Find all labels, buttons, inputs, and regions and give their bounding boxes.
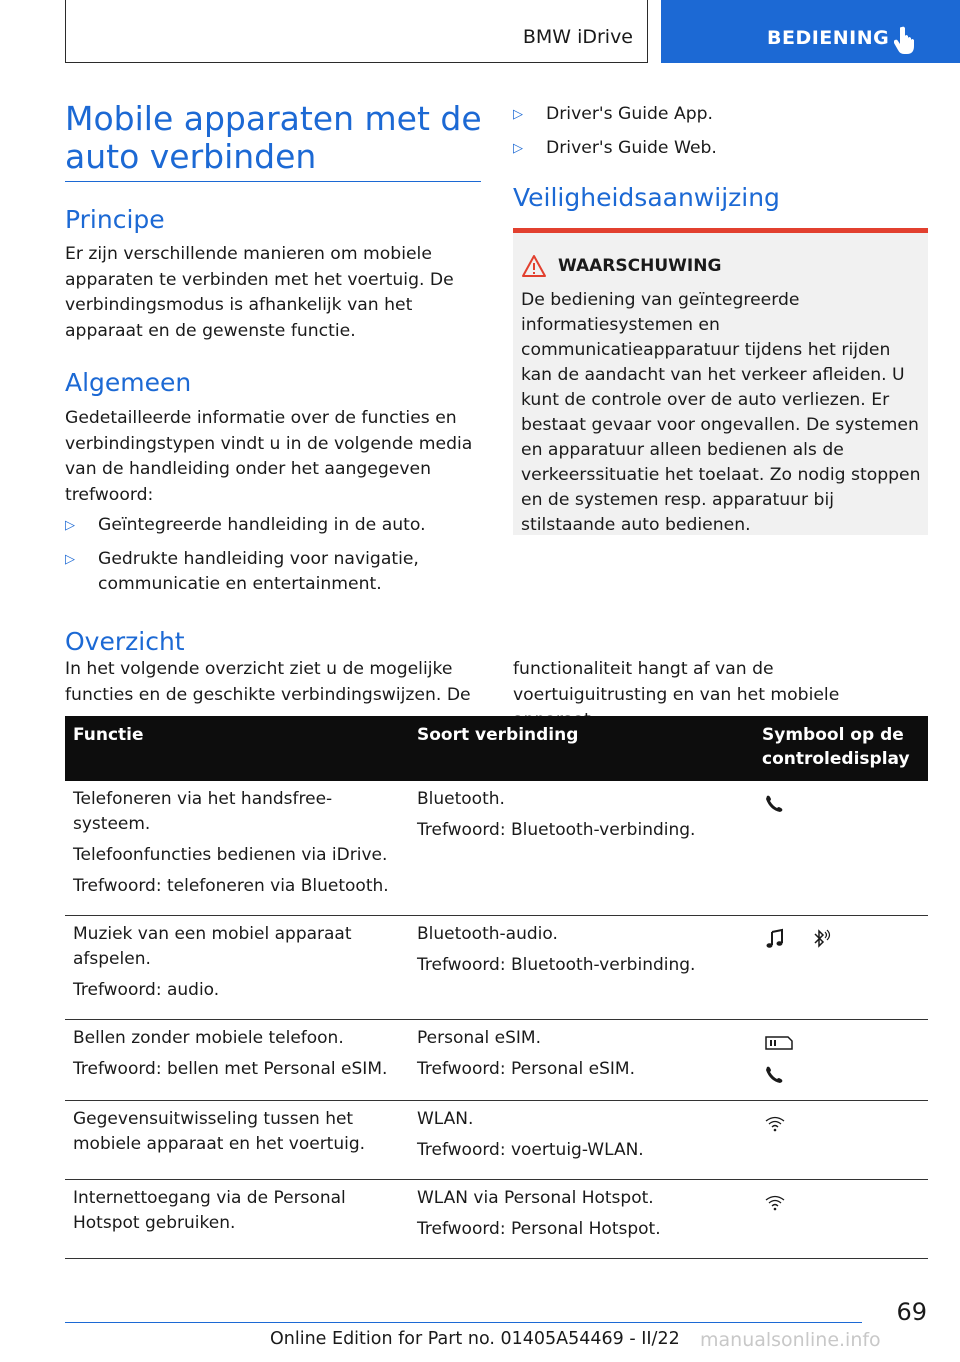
list-item: ▷ Geïntegreerde handleiding in de auto. [65, 513, 479, 539]
phone-icon [764, 793, 786, 815]
music-note-icon [764, 928, 786, 950]
triangle-bullet-icon: ▷ [513, 140, 523, 156]
veiligheid-heading: Veiligheidsaanwijzing [513, 183, 780, 212]
table-header-row [65, 716, 928, 781]
verbinding-cell: Bluetooth. Trefwoord: Bluetooth-verbinding. [409, 781, 754, 916]
algemeen-text: Gedetailleerde informatie over de functies en verbindingstypen vindt u in de volgende media van de handleiding onder het aangegeven trefwoord: [65, 408, 473, 505]
table-row [65, 1101, 928, 1180]
guide-list [513, 102, 927, 169]
footer-divider [65, 1322, 862, 1323]
list-item: ▷ Driver's Guide App. [513, 102, 927, 128]
warning-bar [513, 228, 928, 233]
header-chapter-tab [661, 0, 960, 63]
functie-cell: Telefoneren via het handsfree-systeem. Telefoonfuncties bedienen via iDrive. Trefwoord: telefoneren via Bluetooth. [65, 781, 409, 916]
symbol-cell [754, 781, 928, 916]
functie-cell: Gegevensuitwisseling tussen het mobiele apparaat en het voertuig. [65, 1101, 409, 1180]
phone-icon [764, 1064, 786, 1086]
edition-text: Online Edition for Part no. 01405A54469 - II/22 [270, 1329, 680, 1349]
warning-title: WAARSCHUWING [558, 256, 722, 276]
algemeen-heading: Algemeen [65, 368, 192, 397]
table-row [65, 781, 928, 916]
warning-text: De bediening van geïntegreerde informatiesystemen en communicatieapparatuur tijdens het rijden kan de aandacht van het verkeer afleiden. U kunt de controle over de auto verliezen. Er bestaat gevaar voor ongevallen. De systemen en apparatuur alleen bedienen als de verkeerssituatie het toelaat. Zo nodig stoppen en de systemen resp. apparatuur bij stilstaande auto bedienen. [521, 290, 921, 535]
verbinding-cell: Bluetooth-audio. Trefwoord: Bluetooth-verbinding. [409, 916, 754, 1020]
triangle-bullet-icon: ▷ [65, 518, 75, 533]
media-list [65, 513, 479, 606]
header-chapter-label: BEDIENING [767, 27, 890, 49]
list-item: ▷ Driver's Guide Web. [513, 136, 927, 162]
warning-triangle-icon [521, 254, 547, 278]
symbol-cell [754, 1180, 928, 1259]
esim-icon [764, 1032, 794, 1054]
page-title: Mobile apparaten met de auto verbinden [65, 99, 482, 176]
header-section-label: BMW iDrive [522, 26, 633, 48]
wifi-icon [764, 1113, 786, 1135]
column-header: Symbool op de controledisplay [754, 716, 928, 781]
symbol-cell [754, 1020, 928, 1101]
list-item: ▷ Gedrukte handleiding voor navigatie, communicatie en entertainment. [65, 548, 419, 594]
overzicht-intro-left: In het volgende overzicht ziet u de mogelijke functies en de geschikte verbindingswijzen. De [65, 659, 471, 705]
warning-box [513, 228, 928, 535]
page-number: 69 [896, 1298, 927, 1326]
principe-text: Er zijn verschillende manieren om mobiele apparaten te verbinden met het voertuig. De verbindingsmodus is afhankelijk van het apparaat en de gewenste functie. [65, 244, 454, 341]
header-section-box [65, 0, 648, 63]
overzicht-heading: Overzicht [65, 627, 185, 656]
overview-table [65, 716, 928, 1259]
column-header: Soort verbinding [409, 716, 754, 781]
verbinding-cell: Personal eSIM. Trefwoord: Personal eSIM. [409, 1020, 754, 1101]
functie-cell: Bellen zonder mobiele telefoon. Trefwoord: bellen met Personal eSIM. [65, 1020, 409, 1101]
symbol-cell [754, 916, 928, 1020]
table-row [65, 1180, 928, 1259]
bluetooth-audio-icon [809, 928, 831, 950]
table-row [65, 1020, 928, 1101]
symbol-cell [754, 1101, 928, 1180]
principe-heading: Principe [65, 205, 165, 234]
pointing-hand-icon [894, 25, 920, 55]
wifi-icon [764, 1192, 786, 1214]
overzicht-intro-right: functionaliteit hangt af van de voertuiguitrusting en van het mobiele [513, 659, 840, 705]
functie-cell: Muziek van een mobiel apparaat afspelen. Trefwoord: audio. [65, 916, 409, 1020]
table-row [65, 916, 928, 1020]
verbinding-cell: WLAN via Personal Hotspot. Trefwoord: Personal Hotspot. [409, 1180, 754, 1259]
triangle-bullet-icon: ▷ [65, 551, 75, 567]
column-header: Functie [65, 716, 409, 781]
functie-cell: Internettoegang via de Personal Hotspot gebruiken. [65, 1180, 409, 1259]
watermark-text: manualsonline.info [700, 1329, 881, 1351]
triangle-bullet-icon: ▷ [513, 107, 523, 122]
title-divider [65, 181, 481, 182]
verbinding-cell: WLAN. Trefwoord: voertuig-WLAN. [409, 1101, 754, 1180]
